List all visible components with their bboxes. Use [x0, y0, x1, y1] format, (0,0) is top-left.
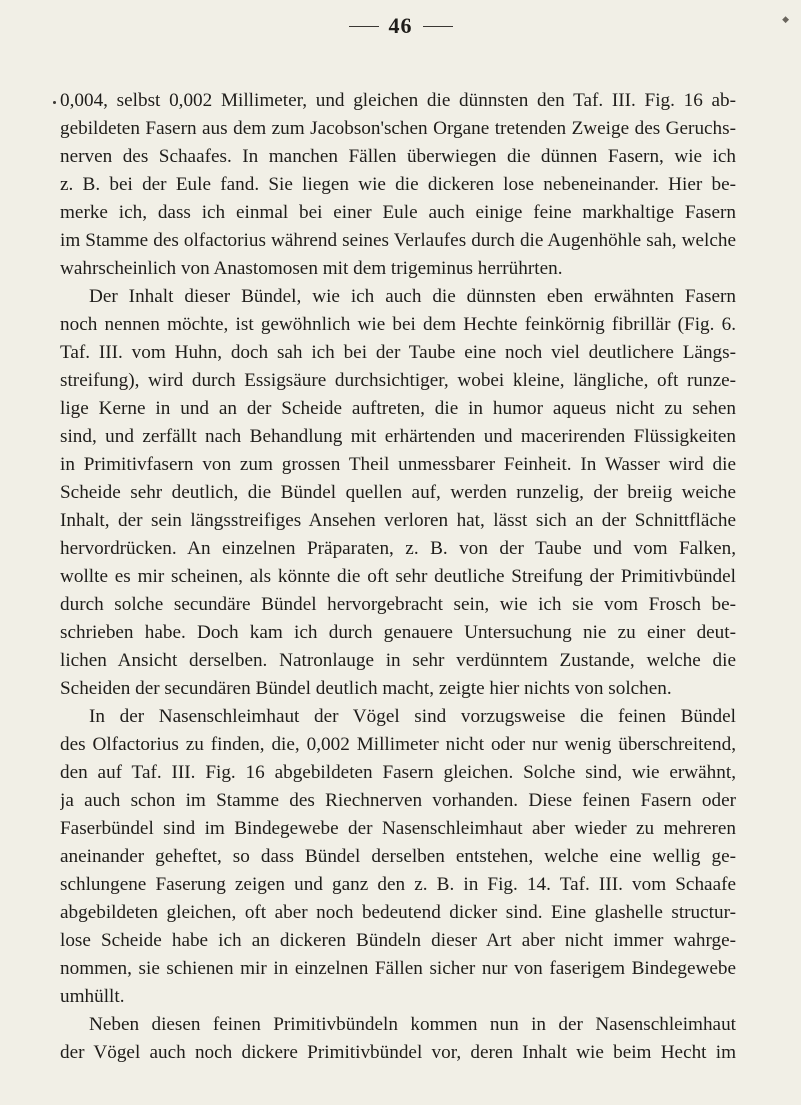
- corner-mark: ◆: [782, 14, 789, 24]
- text-line: umhüllt.: [60, 986, 125, 1007]
- text-line: den auf Taf. III. Fig. 16 abgebildeten Fasern gleichen. Solche sind, wie erwähnt,: [60, 762, 736, 783]
- text-line: durch solche secundäre Bündel hervorgebracht sein, wie ich sie vom Frosch be-: [60, 594, 736, 615]
- text-line: lichen Ansicht derselben. Natronlauge in sehr verdünntem Zustande, welche die: [60, 650, 736, 671]
- text-line: lose Scheide habe ich an dickeren Bündeln dieser Art aber nicht immer wahrge-: [60, 930, 736, 951]
- text-line: nerven des Schaafes. In manchen Fällen überwiegen die dünnen Fasern, wie ich: [60, 146, 736, 167]
- text-line: der Vögel auch noch dickere Primitivbündel vor, deren Inhalt wie beim Hecht im: [60, 1042, 736, 1063]
- text-line: In der Nasenschleimhaut der Vögel sind vorzugsweise die feinen Bündel: [89, 706, 736, 727]
- text-line: sind, und zerfällt nach Behandlung mit erhärtenden und macerirenden Flüssigkeiten: [60, 426, 736, 447]
- text-line: noch nennen möchte, ist gewöhnlich wie bei dem Hechte feinkörnig fibrillär (Fig. 6.: [60, 314, 736, 335]
- text-line: Scheiden der secundären Bündel deutlich macht, zeigte hier nichts von solchen.: [60, 678, 672, 699]
- page-number: 46: [388, 13, 413, 38]
- text-line: in Primitivfasern von zum grossen Theil unmessbarer Feinheit. In Wasser wird die: [60, 454, 736, 475]
- text-line: wollte es mir scheinen, als könnte die oft sehr deutliche Streifung der Primitivbündel: [60, 566, 736, 587]
- text-line: hervordrücken. An einzelnen Präparaten, z. B. von der Taube und vom Falken,: [60, 538, 736, 559]
- page-header: [0, 10, 801, 42]
- text-line: wahrscheinlich von Anastomosen mit dem trigeminus herrührten.: [60, 258, 563, 279]
- body-text: [60, 87, 736, 1067]
- text-line: Faserbündel sind im Bindegewebe der Nasenschleimhaut aber wieder zu mehreren: [60, 818, 736, 839]
- header-dash-left: [349, 26, 379, 27]
- text-line: schlungene Faserung zeigen und ganz den z. B. in Fig. 14. Taf. III. vom Schaafe: [60, 874, 736, 895]
- text-line: nommen, sie schienen mir in einzelnen Fällen sicher nur von faserigem Bindegewebe: [60, 958, 736, 979]
- text-line: Inhalt, der sein längsstreifiges Ansehen verloren hat, lässt sich an der Schnittfläche: [60, 510, 736, 531]
- text-line: Neben diesen feinen Primitivbündeln kommen nun in der Nasenschleimhaut: [89, 1014, 736, 1035]
- text-line: z. B. bei der Eule fand. Sie liegen wie die dickeren lose nebeneinander. Hier be-: [60, 174, 736, 195]
- margin-tick-mark: [53, 101, 56, 104]
- text-line: streifung), wird durch Essigsäure durchsichtiger, wobei kleine, längliche, oft runze-: [60, 370, 736, 391]
- text-line: aneinander geheftet, so dass Bündel derselben entstehen, welche eine wellig ge-: [60, 846, 736, 867]
- text-line: Taf. III. vom Huhn, doch sah ich bei der Taube eine noch viel deutlichere Längs-: [60, 342, 736, 363]
- text-line: 0,004, selbst 0,002 Millimeter, und gleichen die dünnsten den Taf. III. Fig. 16 ab-: [60, 90, 736, 111]
- header-dash-right: [423, 26, 453, 27]
- text-line: im Stamme des olfactorius während seines Verlaufes durch die Augenhöhle sah, welche: [60, 230, 736, 251]
- text-line: schrieben habe. Doch kam ich durch genauere Untersuchung nie zu einer deut-: [60, 622, 736, 643]
- text-line: Scheide sehr deutlich, die Bündel quellen auf, werden runzelig, der breiig weiche: [60, 482, 736, 503]
- text-line: abgebildeten gleichen, oft aber noch bedeutend dicker sind. Eine glashelle structur-: [60, 902, 736, 923]
- text-line: des Olfactorius zu finden, die, 0,002 Millimeter nicht oder nur wenig überschreitend,: [60, 734, 736, 755]
- text-line: lige Kerne in und an der Scheide auftreten, die in humor aqueus nicht zu sehen: [60, 398, 736, 419]
- text-line: Der Inhalt dieser Bündel, wie ich auch die dünnsten eben erwähnten Fasern: [89, 286, 736, 307]
- text-line: merke ich, dass ich einmal bei einer Eule auch einige feine markhaltige Fasern: [60, 202, 736, 223]
- text-line: gebildeten Fasern aus dem zum Jacobson'schen Organe tretenden Zweige des Geruchs-: [60, 118, 736, 139]
- text-line: ja auch schon im Stamme des Riechnerven vorhanden. Diese feinen Fasern oder: [60, 790, 736, 811]
